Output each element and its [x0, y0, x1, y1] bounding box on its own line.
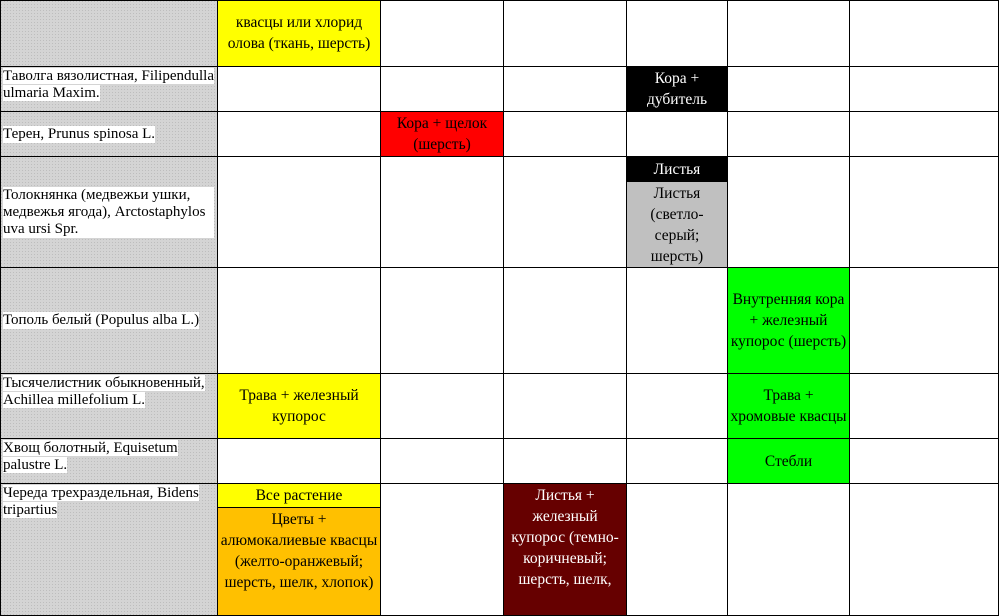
- row-2-col-5: [728, 112, 850, 157]
- row-4-col-5: [728, 268, 850, 374]
- row-4-name: Тополь белый (Populus alba L.): [0, 268, 218, 374]
- dye-cell-orange: Цветы + алюмокалиевые квасцы (желто-оранжевый; шерсть, шелк, хлопок): [218, 508, 380, 615]
- row-0-col-5: [728, 0, 850, 67]
- row-7-col-3: [504, 484, 627, 616]
- row-5-col-6: [850, 374, 999, 439]
- row-0-col-1: [218, 0, 381, 67]
- row-5-col-5: [728, 374, 850, 439]
- row-0-col-4: [627, 0, 728, 67]
- row-0-name: [0, 0, 218, 67]
- dye-cell-black: Кора + дубитель: [627, 67, 727, 111]
- row-7-col-6: [850, 484, 999, 616]
- row-0-col-6: [850, 0, 999, 67]
- row-2-name: Терен, Prunus spinosa L.: [0, 112, 218, 157]
- row-1-col-4: [627, 67, 728, 112]
- row-5-col-1: [218, 374, 381, 439]
- row-4-col-3: [504, 268, 627, 374]
- row-5-name: Тысячелистник обыкновенный, Achillea millefolium L.: [0, 374, 218, 439]
- row-7-col-1: [218, 484, 381, 616]
- row-6-col-5: [728, 439, 850, 484]
- row-5-col-3: [504, 374, 627, 439]
- dye-cell-black: Листья: [627, 157, 727, 181]
- row-0-col-2: [381, 0, 504, 67]
- row-2-col-2: [381, 112, 504, 157]
- row-4-col-6: [850, 268, 999, 374]
- row-4-col-2: [381, 268, 504, 374]
- row-6-col-1: [218, 439, 381, 484]
- row-2-col-4: [627, 112, 728, 157]
- row-2-col-6: [850, 112, 999, 157]
- row-7-col-5: [728, 484, 850, 616]
- row-5-col-2: [381, 374, 504, 439]
- row-2-col-1: [218, 112, 381, 157]
- row-3-col-4: [627, 157, 728, 268]
- dye-cell-yellow: квасцы или хлорид олова (ткань, шерсть): [218, 0, 380, 66]
- dye-cell-green: Внутренняя кора + железный купорос (шерсть): [728, 268, 849, 373]
- dye-cell-maroon: Листья + железный купорос (темно-коричневый; шерсть, шелк,: [504, 484, 626, 615]
- dye-cell-green: Трава + хромовые квасцы: [728, 374, 849, 438]
- row-1-col-3: [504, 67, 627, 112]
- dye-cell-red: Кора + щелок (шерсть): [381, 112, 503, 156]
- row-4-col-4: [627, 268, 728, 374]
- row-1-col-5: [728, 67, 850, 112]
- row-4-col-1: [218, 268, 381, 374]
- row-6-col-6: [850, 439, 999, 484]
- row-7-name: Череда трехраздельная, Bidens tripartius: [0, 484, 218, 616]
- row-0-col-3: [504, 0, 627, 67]
- dye-cell-yellow: Все растение: [218, 484, 380, 507]
- row-1-name: Таволга вязолистная, Filipendulla ulmaria Maxim.: [0, 67, 218, 112]
- row-3-col-6: [850, 157, 999, 268]
- row-7-col-4: [627, 484, 728, 616]
- row-5-col-4: [627, 374, 728, 439]
- row-1-col-6: [850, 67, 999, 112]
- row-1-col-1: [218, 67, 381, 112]
- row-3-col-5: [728, 157, 850, 268]
- row-3-name: Толокнянка (медвежьи ушки, медвежья ягода), Arctostaphylos uva ursi Spr.: [0, 157, 218, 268]
- row-6-col-3: [504, 439, 627, 484]
- row-7-col-2: [381, 484, 504, 616]
- row-6-col-2: [381, 439, 504, 484]
- row-2-col-3: [504, 112, 627, 157]
- row-3-col-2: [381, 157, 504, 268]
- row-6-col-4: [627, 439, 728, 484]
- row-3-col-3: [504, 157, 627, 268]
- row-3-col-1: [218, 157, 381, 268]
- dye-cell-yellow: Трава + железный купорос: [218, 374, 380, 438]
- dye-cell-grey: Листья (светло-серый; шерсть): [627, 182, 727, 267]
- row-6-name: Хвощ болотный, Equisetum palustre L.: [0, 439, 218, 484]
- dye-cell-green: Стебли: [728, 439, 849, 483]
- row-1-col-2: [381, 67, 504, 112]
